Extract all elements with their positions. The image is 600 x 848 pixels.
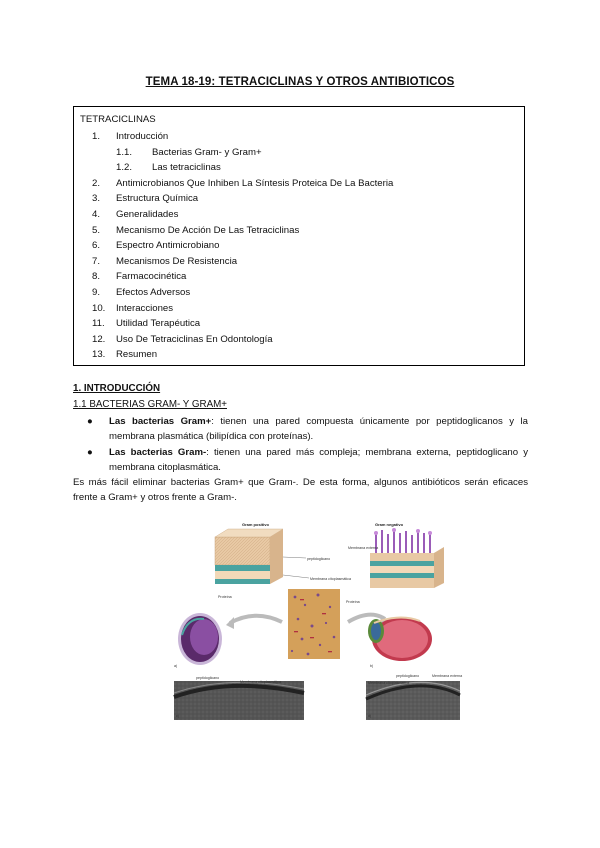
toc-item-text: Efectos Adversos	[116, 286, 191, 298]
toc-item-number: 5.	[92, 224, 101, 236]
gram-negative-wall-diagram	[346, 522, 444, 604]
electron-micrograph-left	[174, 673, 304, 720]
gram-negative-cell	[368, 617, 432, 668]
panel-d-label: d)	[368, 714, 372, 718]
toc-item	[80, 238, 518, 254]
toc-item	[80, 176, 518, 192]
gram-positive-wall-diagram	[215, 522, 283, 599]
bullet-list	[73, 414, 528, 476]
toc-item-number: 13.	[92, 349, 106, 361]
bullet-term: Las bacterias Gram-	[109, 446, 207, 458]
toc-item-text: Generalidades	[116, 208, 179, 220]
toc-item	[80, 269, 518, 285]
em-left-peptidoglycan-label: peptidoglicano	[196, 676, 220, 680]
proteins-label-left: Proteína	[218, 595, 232, 599]
toc-item-number: 9.	[92, 286, 101, 298]
toc-item	[80, 191, 518, 207]
subsection-title: 1.1 BACTERIAS GRAM- Y GRAM+	[73, 399, 227, 410]
toc-item-number: 10.	[92, 302, 106, 314]
bullet-icon: ●	[87, 416, 93, 427]
toc-item	[80, 301, 518, 317]
bullet-term: Las bacterias Gram+	[109, 416, 212, 427]
toc-item-text: Estructura Química	[116, 193, 199, 205]
peptidoglycan-label: peptidoglicano	[307, 557, 331, 561]
list-item	[73, 414, 528, 445]
electron-micrograph-right	[366, 673, 462, 720]
toc-item	[80, 223, 518, 239]
body-paragraph: Es más fácil eliminar bacterias Gram+ que Gram-. De esta forma, algunos antibióticos serán eficaces frente a Gram+ y otros frente a Gram-.	[73, 477, 528, 504]
gram-positive-cell	[174, 613, 222, 668]
toc-item	[80, 347, 518, 363]
toc-item-number: 12.	[92, 333, 106, 345]
toc-item-number: 11.	[92, 318, 105, 330]
toc-item-text: Bacterias Gram- y Gram+	[152, 146, 262, 158]
toc-item	[80, 145, 518, 161]
em-right-outer-membrane-label: Membrana externa	[432, 674, 463, 678]
em-right-membrane-label: Membrana citoplasmática	[368, 681, 409, 685]
section-title: 1. INTRODUCCIÓN	[73, 383, 161, 394]
toc-item	[80, 160, 518, 176]
toc-item-text: Interacciones	[116, 302, 174, 314]
toc-item-number: 1.2.	[116, 162, 133, 174]
toc-item-number: 1.1.	[116, 146, 133, 158]
em-right-peptidoglycan-label: peptidoglicano	[396, 674, 420, 678]
toc-item-text: Antimicrobianos Que Inhiben La Síntesis Proteica De La Bacteria	[116, 177, 394, 189]
toc-item-number: 8.	[92, 271, 101, 283]
bullet-text: : tienen una pared más compleja; membrana externa, peptidoglicano y membrana citoplasmática.	[109, 446, 528, 474]
toc-item-text: Espectro Antimicrobiano	[116, 240, 220, 252]
toc-item-number: 4.	[92, 208, 101, 220]
toc-item	[80, 207, 518, 223]
toc-item	[80, 332, 518, 348]
toc-list	[80, 129, 518, 363]
toc-item	[80, 129, 518, 145]
plasma-membrane-label: Membrana citoplasmática	[310, 577, 351, 581]
toc-item-text: Uso De Tetraciclinas En Odontología	[116, 333, 273, 345]
panel-b-label: b)	[370, 664, 374, 668]
toc-item-text: Mecanismo De Acción De Las Tetraciclinas	[116, 224, 300, 236]
gram-negative-label: Gram negativo	[375, 522, 404, 527]
toc-item-text: Farmacocinética	[116, 271, 187, 283]
bullet-text: : tienen una pared compuesta únicamente por peptidoglicanos y la membrana plasmática (bilipídica con proteínas).	[109, 416, 528, 443]
toc-item-text: Utilidad Terapéutica	[116, 318, 201, 330]
toc-item-number: 2.	[92, 177, 101, 189]
panel-c-label: c)	[176, 714, 179, 718]
outer-membrane-label: Membrana externa	[348, 546, 379, 550]
panel-a-label: a)	[174, 664, 178, 668]
em-left-membrane-label: Membrana citoplasmática	[240, 680, 281, 684]
toc-heading: TETRACICLINAS	[80, 114, 156, 125]
list-item	[73, 445, 528, 476]
toc-item	[80, 254, 518, 270]
toc-item-text: Introducción	[116, 131, 169, 142]
gram-stain-micrograph	[288, 589, 340, 659]
toc-item	[80, 285, 518, 301]
toc-item-number: 6.	[92, 240, 101, 252]
toc-item-number: 3.	[92, 193, 101, 205]
table-of-contents	[73, 106, 525, 366]
toc-item-number: 1.	[92, 131, 101, 142]
bullet-icon: ●	[87, 446, 93, 458]
toc-item-text: Resumen	[116, 349, 158, 361]
gram-positive-label: Gram positivo	[242, 522, 269, 527]
toc-item-text: Mecanismos De Resistencia	[116, 255, 238, 267]
proteins-label-right: Proteína	[346, 600, 360, 604]
cell-wall-figure	[170, 522, 463, 722]
document-title: TEMA 18-19: TETRACICLINAS Y OTROS ANTIBIOTICOS	[145, 76, 455, 88]
toc-item-number: 7.	[92, 255, 101, 267]
toc-item	[80, 316, 518, 332]
toc-item-text: Las tetraciclinas	[152, 162, 221, 174]
